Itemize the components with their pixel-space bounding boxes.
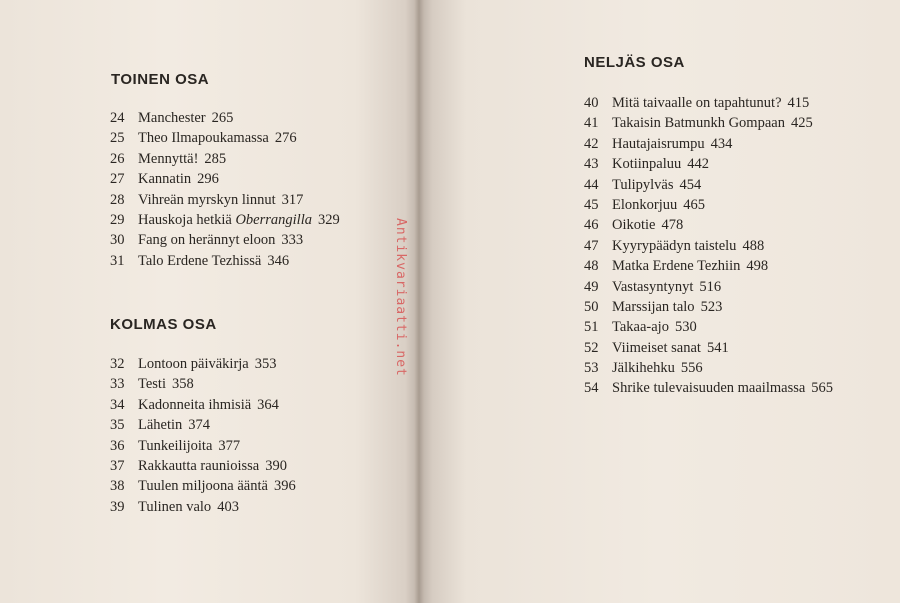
toc-entry xyxy=(110,128,340,148)
toc-entry xyxy=(584,175,833,195)
chapter-title-italic: Oberrangilla xyxy=(235,211,312,228)
chapter-title xyxy=(612,277,693,297)
chapter-number: 45 xyxy=(584,196,599,213)
toc-entry xyxy=(584,317,833,337)
toc-entry xyxy=(110,230,340,250)
chapter-number: 35 xyxy=(110,417,125,434)
chapter-page-number: 353 xyxy=(254,356,277,372)
toc-entry xyxy=(584,236,833,256)
toc-entry xyxy=(110,251,340,271)
toc-entry xyxy=(110,436,296,456)
chapter-title xyxy=(138,354,249,374)
chapter-number: 53 xyxy=(584,360,599,377)
chapter-number: 32 xyxy=(110,356,125,372)
chapter-number: 28 xyxy=(110,191,125,208)
chapter-title-text: Tulipylväs xyxy=(612,176,674,193)
chapter-title-text: Matka Erdene Tezhiin xyxy=(612,258,741,275)
toc-entry xyxy=(584,358,833,378)
chapter-title-text: Mennyttä! xyxy=(138,150,199,167)
chapter-title xyxy=(138,210,312,230)
chapter-title-text: Testi xyxy=(138,376,166,393)
chapter-page-number: 442 xyxy=(687,156,710,173)
toc-list-neljas-osa xyxy=(584,93,833,399)
chapter-title xyxy=(138,230,275,250)
chapter-title-text: Talo Erdene Tezhissä xyxy=(138,252,262,269)
chapter-title-text: Oikotie xyxy=(612,217,656,234)
chapter-title xyxy=(612,317,669,337)
toc-entry xyxy=(584,378,833,398)
toc-entry xyxy=(110,354,296,374)
chapter-title-text: Shrike tulevaisuuden maailmassa xyxy=(612,380,806,397)
chapter-title xyxy=(612,297,695,317)
chapter-number: 37 xyxy=(110,457,125,474)
chapter-page-number: 285 xyxy=(204,150,227,167)
chapter-number: 52 xyxy=(584,339,599,356)
chapter-page-number: 374 xyxy=(188,417,211,434)
chapter-title xyxy=(138,108,206,128)
toc-entry xyxy=(110,374,296,394)
chapter-page-number: 523 xyxy=(700,298,723,315)
section-title-neljas-osa: NELJÄS OSA xyxy=(584,54,685,71)
toc-entry xyxy=(110,210,340,230)
chapter-number: 43 xyxy=(584,156,599,173)
chapter-title xyxy=(612,134,705,154)
chapter-number: 51 xyxy=(584,319,599,336)
chapter-page-number: 565 xyxy=(811,380,834,397)
chapter-page-number: 415 xyxy=(787,95,810,111)
chapter-page-number: 488 xyxy=(742,237,765,254)
watermark-text: Antikvariaatti.net xyxy=(393,218,408,377)
toc-list-toinen-osa xyxy=(110,108,340,271)
chapter-title-text: Kadonneita ihmisiä xyxy=(138,396,252,413)
chapter-title-text: Viimeiset sanat xyxy=(612,339,701,356)
chapter-number: 46 xyxy=(584,217,599,234)
toc-entry xyxy=(584,256,833,276)
chapter-page-number: 403 xyxy=(217,498,239,515)
chapter-title xyxy=(612,236,736,256)
chapter-title xyxy=(138,169,191,189)
chapter-title xyxy=(138,415,182,435)
chapter-title xyxy=(138,456,259,476)
toc-entry xyxy=(110,149,340,169)
chapter-page-number: 498 xyxy=(746,258,769,275)
chapter-number: 41 xyxy=(584,115,599,132)
section-title-kolmas-osa: KOLMAS OSA xyxy=(110,316,217,333)
chapter-number: 29 xyxy=(110,211,125,228)
toc-entry xyxy=(584,195,833,215)
toc-entry xyxy=(110,497,296,517)
chapter-title xyxy=(612,93,782,113)
chapter-number: 42 xyxy=(584,135,599,152)
chapter-number: 24 xyxy=(110,110,125,126)
chapter-title-text: Takaisin Batmunkh Gompaan xyxy=(612,115,785,132)
chapter-page-number: 516 xyxy=(699,278,722,295)
chapter-title xyxy=(612,215,656,235)
chapter-page-number: 425 xyxy=(790,115,813,132)
chapter-title xyxy=(138,436,212,456)
section-title-toinen-osa: TOINEN OSA xyxy=(111,71,210,88)
chapter-title xyxy=(612,154,681,174)
toc-entry xyxy=(110,108,340,128)
chapter-title xyxy=(138,497,211,517)
chapter-page-number: 530 xyxy=(674,319,697,336)
chapter-title xyxy=(138,374,166,394)
toc-entry xyxy=(584,113,833,133)
chapter-title xyxy=(138,251,261,271)
book-gutter xyxy=(414,0,424,603)
chapter-title xyxy=(612,338,701,358)
chapter-title-text: Kannatin xyxy=(138,171,192,188)
chapter-number: 38 xyxy=(110,478,125,495)
chapter-page-number: 317 xyxy=(281,191,304,208)
chapter-title-text: Tulinen valo xyxy=(138,498,212,515)
chapter-title-text: Rakkautta raunioissa xyxy=(138,457,260,474)
toc-entry xyxy=(584,297,833,317)
chapter-title xyxy=(138,149,198,169)
chapter-title xyxy=(138,190,276,210)
chapter-title-text: Lähetin xyxy=(138,417,183,434)
chapter-page-number: 478 xyxy=(661,217,684,234)
chapter-title xyxy=(612,256,740,276)
chapter-page-number: 333 xyxy=(281,232,304,249)
chapter-page-number: 364 xyxy=(257,396,279,413)
chapter-title-text: Takaa-ajo xyxy=(612,319,669,336)
chapter-page-number: 541 xyxy=(706,339,729,356)
chapter-title-text: Hautajaisrumpu xyxy=(612,135,705,152)
chapter-title-text: Theo Ilmapoukamassa xyxy=(138,130,269,147)
chapter-page-number: 390 xyxy=(265,457,287,474)
chapter-number: 31 xyxy=(110,252,125,269)
chapter-number: 36 xyxy=(110,437,125,454)
chapter-number: 26 xyxy=(110,150,125,167)
toc-entry xyxy=(110,169,340,189)
chapter-title xyxy=(138,395,251,415)
chapter-number: 33 xyxy=(110,376,125,393)
toc-entry xyxy=(584,215,833,235)
chapter-number: 48 xyxy=(584,258,599,275)
toc-entry xyxy=(584,338,833,358)
chapter-title-text: Kyyrypäädyn taistelu xyxy=(612,237,737,254)
chapter-title xyxy=(138,128,269,148)
chapter-title xyxy=(612,358,675,378)
chapter-title-text: Tuulen miljoona ääntä xyxy=(138,478,268,495)
chapter-page-number: 377 xyxy=(218,437,241,454)
toc-entry xyxy=(584,134,833,154)
chapter-page-number: 265 xyxy=(211,110,234,126)
chapter-title-text: Vihreän myrskyn linnut xyxy=(138,191,276,208)
chapter-page-number: 358 xyxy=(171,376,194,393)
toc-entry xyxy=(584,154,833,174)
chapter-title xyxy=(612,175,674,195)
toc-entry xyxy=(110,190,340,210)
chapter-title xyxy=(138,476,268,496)
chapter-number: 34 xyxy=(110,396,125,413)
chapter-title-text: Kotiinpaluu xyxy=(612,156,682,173)
toc-list-kolmas-osa xyxy=(110,354,296,517)
chapter-page-number: 276 xyxy=(274,130,297,147)
chapter-title-text: Elonkorjuu xyxy=(612,196,678,213)
chapter-page-number: 454 xyxy=(679,176,702,193)
chapter-number: 54 xyxy=(584,380,599,397)
chapter-number: 39 xyxy=(110,498,125,515)
chapter-title-text: Fang on herännyt eloon xyxy=(138,232,276,249)
chapter-number: 50 xyxy=(584,298,599,315)
chapter-page-number: 465 xyxy=(683,196,705,213)
toc-entry xyxy=(584,277,833,297)
chapter-title-text: Tunkeilijoita xyxy=(138,437,213,454)
chapter-title-text: Vastasyntynyt xyxy=(612,278,694,295)
toc-entry xyxy=(584,93,833,113)
chapter-title-text: Mitä taivaalle on tapahtunut? xyxy=(612,95,782,111)
chapter-page-number: 346 xyxy=(267,252,290,269)
chapter-title xyxy=(612,378,805,398)
chapter-title-text: Hauskoja hetkiä xyxy=(138,211,232,228)
chapter-title xyxy=(612,113,785,133)
toc-entry xyxy=(110,395,296,415)
chapter-page-number: 296 xyxy=(197,171,219,188)
chapter-number: 25 xyxy=(110,130,125,147)
chapter-number: 44 xyxy=(584,176,599,193)
chapter-number: 30 xyxy=(110,232,125,249)
chapter-title-text: Jälkihehku xyxy=(612,360,675,377)
chapter-page-number: 556 xyxy=(680,360,703,377)
chapter-page-number: 329 xyxy=(317,211,340,228)
chapter-title xyxy=(612,195,677,215)
chapter-title-text: Marssijan talo xyxy=(612,298,695,315)
toc-entry xyxy=(110,476,296,496)
chapter-page-number: 396 xyxy=(273,478,296,495)
toc-entry xyxy=(110,456,296,476)
chapter-title-text: Manchester xyxy=(138,110,206,126)
chapter-title-text: Lontoon päiväkirja xyxy=(138,356,249,372)
chapter-number: 40 xyxy=(584,95,599,111)
chapter-number: 47 xyxy=(584,237,599,254)
chapter-number: 49 xyxy=(584,278,599,295)
toc-entry xyxy=(110,415,296,435)
chapter-page-number: 434 xyxy=(710,135,733,152)
chapter-number: 27 xyxy=(110,171,125,188)
